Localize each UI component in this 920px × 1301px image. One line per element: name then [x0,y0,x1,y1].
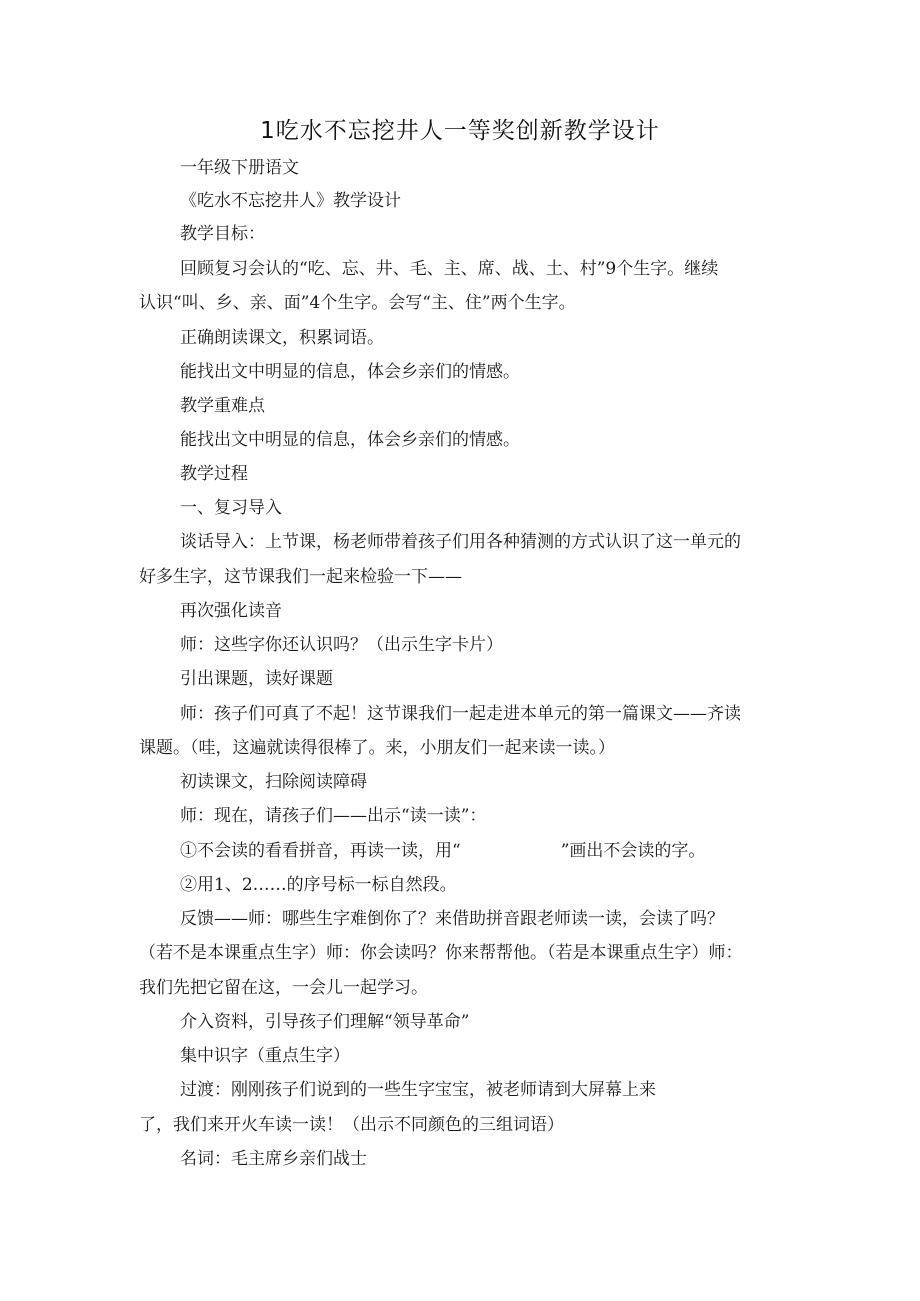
paragraph-line [180,840,705,862]
paragraph-line: 引出课题，读好课题 [180,669,333,689]
difficulty-heading: 教学重难点 [180,396,265,416]
paragraph-line: 能找出文中明显的信息，体会乡亲们的情感。 [180,362,520,382]
paragraph-line: 了，我们来开火车读一读！（出示不同颜色的三组词语） [139,1115,564,1135]
paragraph-line: （若不是本课重点生字）师：你会读吗？你来帮帮他。（若是本课重点生字）师： [139,943,743,963]
paragraph-line: 谈话导入：上节课，杨老师带着孩子们用各种猜测的方式认识了这一单元的 [180,532,741,552]
paragraph-line: 初读课文，扫除阅读障碍 [180,772,367,792]
paragraph-line: 介入资料，引导孩子们理解“领导革命” [180,1012,470,1032]
paragraph-line: 集中识字（重点生字） [180,1046,350,1066]
paragraph-line: 认识“叫、乡、亲、面”4个生字。会写“主、住”两个生字。 [139,293,576,313]
instruction-text: ”画出不会读的字。 [560,841,706,861]
section-heading: 一、复习导入 [180,498,282,518]
instruction-text: ①不会读的看看拼音，再读一读，用“ [180,841,461,861]
paragraph-line: 再次强化读音 [180,601,282,621]
paragraph-line: 能找出文中明显的信息，体会乡亲们的情感。 [180,430,520,450]
paragraph-line: 过渡：刚刚孩子们说到的一些生字宝宝，被老师请到大屏幕上来 [180,1080,656,1100]
document-title: 1吃水不忘挖井人一等奖创新教学设计 [260,118,660,144]
paragraph-line: ②用1、2……的序号标一标自然段。 [180,875,457,895]
paragraph-line: 师：这些字你还认识吗？（出示生字卡片） [180,635,503,655]
paragraph-line: 好多生字，这节课我们一起来检验一下—— [139,567,462,587]
paragraph-line: 回顾复习会认的“吃、忘、井、毛、主、席、战、土、村”9个生字。继续 [180,259,719,279]
lesson-heading: 《吃水不忘挖井人》教学设计 [180,191,401,211]
paragraph-line: 师：孩子们可真了不起！这节课我们一起走进本单元的第一篇课文——齐读 [180,704,741,724]
paragraph-line: 我们先把它留在这，一会儿一起学习。 [139,978,428,998]
grade-subject: 一年级下册语文 [180,158,299,178]
paragraph-line: 反馈——师：哪些生字难倒你了？来借助拼音跟老师读一读，会读了吗？ [180,909,724,929]
paragraph-line: 名词：毛主席乡亲们战士 [180,1149,367,1169]
paragraph-line: 课题。（哇，这遍就读得很棒了。来，小朋友们一起来读一读。） [139,738,615,758]
paragraph-line: 正确朗读课文，积累词语。 [180,328,384,348]
paragraph-line: 师：现在，请孩子们——出示“读一读”： [180,806,487,826]
objectives-heading: 教学目标： [180,224,265,244]
process-heading: 教学过程 [180,464,248,484]
